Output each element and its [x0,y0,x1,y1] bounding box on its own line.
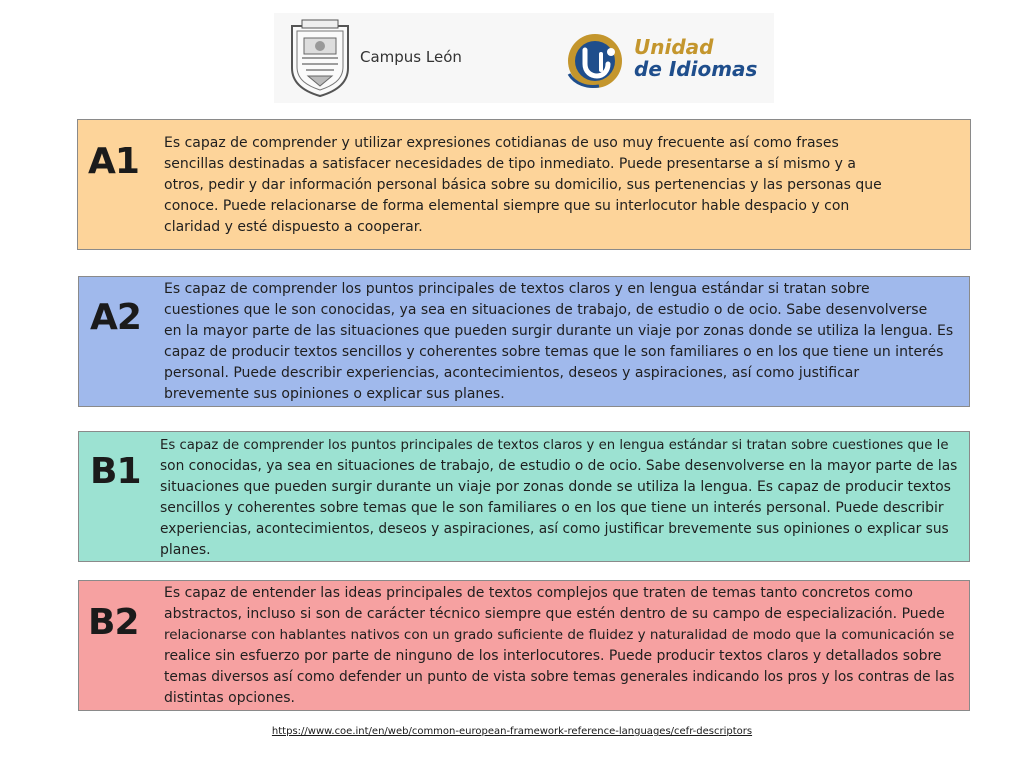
level-description-b1 [160,435,960,561]
description-line: cuestiones que le son conocidas, ya sea en situaciones de trabajo, de estudio o de ocio. Sabe desenvolverse [164,302,928,318]
unidad-de-idiomas-logo-icon [561,30,633,92]
unidad-logo-line2: de Idiomas [634,57,758,81]
level-description-a2 [164,279,954,405]
level-label-a1: A1 [88,141,139,182]
unidad-logo-line1: Unidad [634,35,714,59]
level-description-b2 [164,583,959,709]
description-line: en la mayor parte de las situaciones que pueden surgir durante un viaje por zonas donde se utiliza la lengua. Es [164,323,954,339]
level-label-a2: A2 [90,297,141,338]
description-line: son conocidas, ya sea en situaciones de trabajo, de estudio o de ocio. Sabe desenvolverse en la mayor parte de las [160,458,958,474]
description-line: realice sin esfuerzo por parte de ninguno de los interlocutores. Puede producir textos claros y detallados sobre [164,648,942,664]
description-line: Es capaz de comprender los puntos principales de textos claros y en lengua estándar si tratan sobre [164,281,870,297]
description-line: otros, pedir y dar información personal básica sobre su domicilio, sus pertenencias y las personas que [164,177,882,193]
description-line: distintas opciones. [164,690,295,706]
description-line: claridad y esté dispuesto a cooperar. [164,219,423,235]
level-description-a1 [164,133,954,238]
description-line: Es capaz de comprender los puntos principales de textos claros y en lengua estándar si tratan sobre cuestiones que le [160,438,949,453]
description-line: relacionarse con hablantes nativos con un grado suficiente de fluidez y naturalidad de modo que la comunicación se [164,627,955,643]
campus-name: Campus León [360,48,462,66]
description-line: personal. Puede describir experiencias, acontecimientos, deseos y aspiraciones, así como justificar [164,365,860,381]
description-line: temas diversos así como defender un punto de vista sobre temas generales indicando los pros y los contras de las [164,669,955,685]
description-line: conoce. Puede relacionarse de forma elemental siempre que su interlocutor hable despacio y con [164,198,850,214]
description-line: brevemente sus opiniones o explicar sus planes. [164,386,505,402]
description-line: Es capaz de comprender y utilizar expresiones cotidianas de uso muy frecuente así como frases [164,135,839,151]
description-line: experiencias, acontecimientos, deseos y aspiraciones, así como justificar brevemente sus opiniones o explicar sus [160,521,949,537]
source-link[interactable]: https://www.coe.int/en/web/common-european-framework-reference-languages/cefr-descriptors [271,726,753,737]
description-line: planes. [160,542,211,558]
description-line: situaciones que pueden surgir durante un viaje por zonas donde se utiliza la lengua. Es capaz de producir textos [160,479,951,495]
university-seal-icon [288,16,352,98]
description-line: sencillas destinadas a satisfacer necesidades de tipo inmediato. Puede presentarse a sí mismo y a [164,156,856,172]
description-line: capaz de producir textos sencillos y coherentes sobre temas que le son familiares o en los que tiene un interés [164,344,944,360]
level-label-b2: B2 [88,602,139,643]
description-line: sencillos y coherentes sobre temas que le son familiares o en los que tiene un interés personal. Puede describir [160,500,944,516]
description-line: abstractos, incluso si son de carácter técnico siempre que estén dentro de su campo de especialización. Puede [164,606,945,622]
level-label-b1: B1 [90,451,141,492]
description-line: Es capaz de entender las ideas principales de textos complejos que traten de temas tanto concretos como [164,585,913,601]
